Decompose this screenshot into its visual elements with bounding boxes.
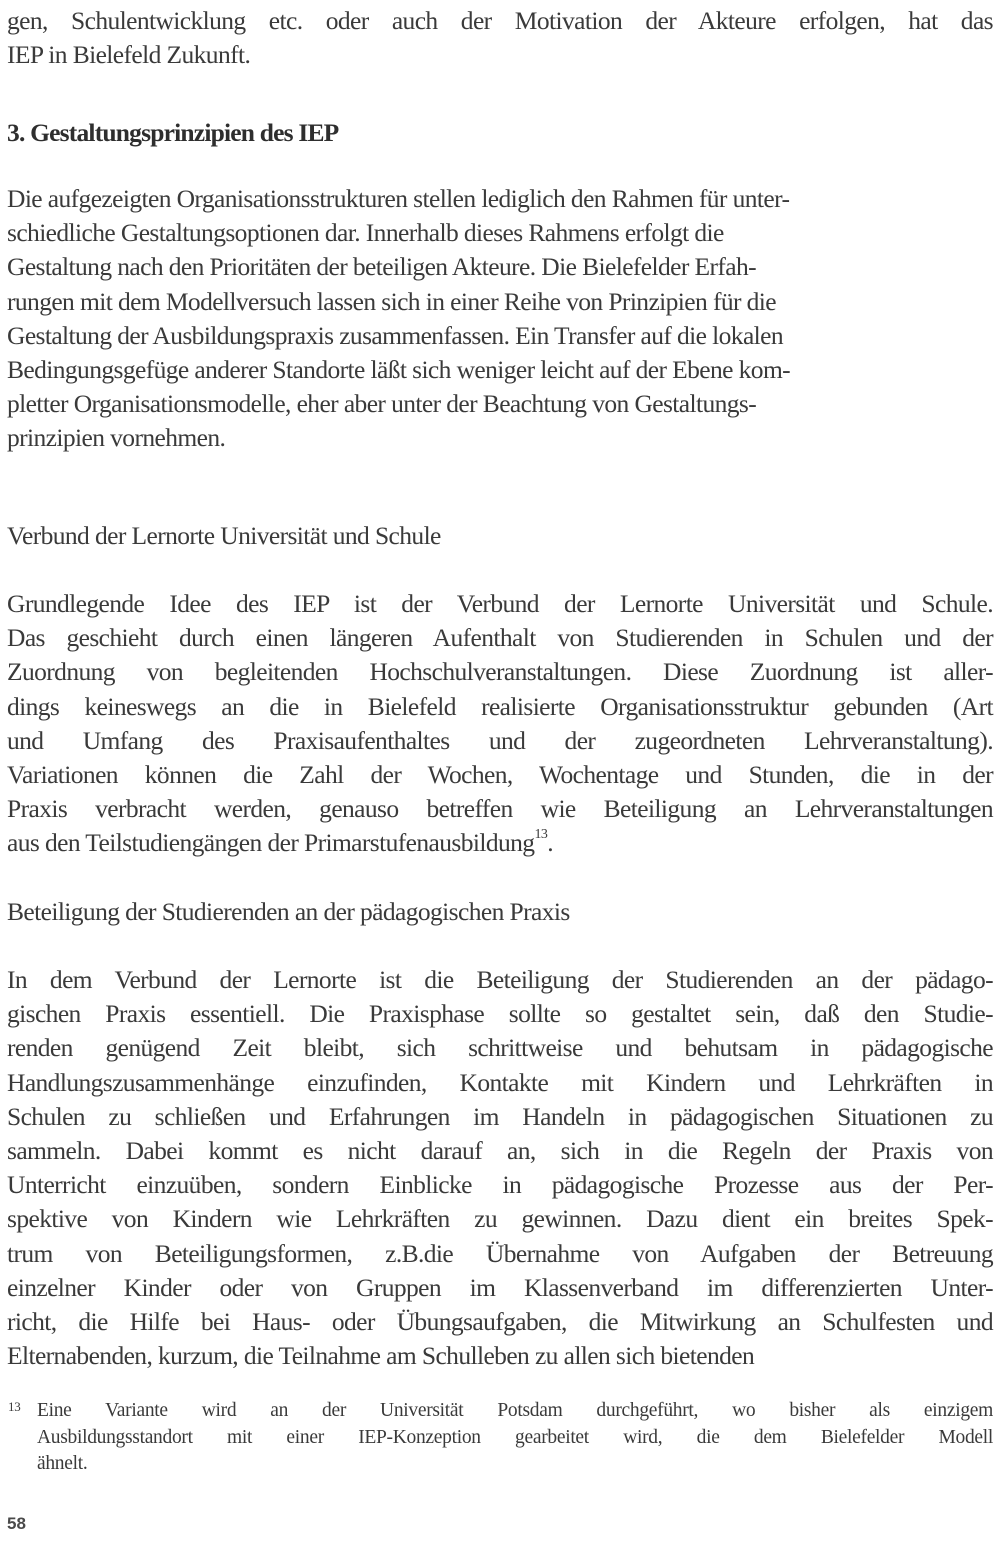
subsection-praxis-paragraph: [7, 963, 993, 1373]
text-line: pletter Organisationsmodelle, eher aber unter der Beachtung von Gestaltungs-: [7, 389, 757, 419]
text-line-with-footnote: [7, 826, 993, 860]
text-line: Bedingungsgefüge anderer Standorte läßt sich weniger leicht auf der Ebene kom-: [7, 355, 791, 385]
text-line: prinzipien vornehmen.: [7, 423, 226, 453]
footnote-number: 13: [8, 1399, 21, 1414]
text-line: renden genügend Zeit bleibt, sich schrittweise und behutsam in pädagogische: [7, 1033, 993, 1063]
text-line: Die aufgezeigten Organisationsstrukturen stellen lediglich den Rahmen für unter-: [7, 184, 790, 213]
text-line: Praxis verbracht werden, genauso betreffen wie Beteiligung an Lehrveranstaltungen: [7, 794, 993, 824]
subsection-lernorte-paragraph: [7, 587, 993, 861]
footnote-line: ähnelt.: [37, 1453, 88, 1474]
text-line: einzelner Kinder oder von Gruppen im Klassenverband im differenzierten Unter-: [7, 1272, 993, 1302]
text-fragment: .: [547, 828, 554, 858]
text-line: und Umfang des Praxisaufenthaltes und der zugeordneten Lehrveranstaltung).: [7, 725, 993, 755]
text-line: Elternabenden, kurzum, die Teilnahme am Schulleben zu allen sich bietenden: [7, 1341, 755, 1371]
text-line: Handlungszusammenhänge einzufinden, Kontakte mit Kindern und Lehrkräften in: [7, 1067, 993, 1097]
text-line: IEP in Bielefeld Zukunft.: [7, 40, 251, 70]
footnote-line: Ausbildungsstandort mit einer IEP-Konzeption gearbeitet wird, die dem Bielefelder Modell: [37, 1426, 993, 1448]
text-line: schiedliche Gestaltungsoptionen dar. Innerhalb dieses Rahmens erfolgt die: [7, 218, 724, 248]
text-fragment: aus den Teilstudiengängen der Primarstufenausbildung: [7, 828, 535, 858]
text-line: Unterricht einzuüben, sondern Einblicke in pädagogische Prozesse aus der Per-: [7, 1170, 993, 1200]
text-line: spektive von Kindern wie Lehrkräften zu gewinnen. Dazu dient ein breites Spek-: [7, 1204, 993, 1234]
footnote: [7, 1398, 993, 1478]
section-intro-paragraph: [7, 182, 993, 456]
text-line: richt, die Hilfe bei Haus- oder Übungsaufgaben, die Mitwirkung an Schulfesten und: [7, 1307, 993, 1337]
text-line: Gestaltung nach den Prioritäten der beteiligen Akteure. Die Bielefelder Erfah-: [7, 252, 757, 282]
section-heading: 3. Gestaltungsprinzipien des IEP: [7, 118, 339, 147]
text-line: dings keineswegs an die in Bielefeld realisierte Organisationsstruktur gebunden (Art: [7, 691, 993, 721]
page-number: 58: [7, 1514, 26, 1533]
subsection-heading-lernorte: Verbund der Lernorte Universität und Schule: [7, 521, 441, 550]
text-line: Schulen zu schließen und Erfahrungen im Handeln in pädagogischen Situationen zu: [7, 1101, 993, 1131]
footnote-text: [37, 1398, 993, 1478]
intro-tail-paragraph: [7, 4, 993, 72]
text-line: gischen Praxis essentiell. Die Praxisphase sollte so gestaltet sein, daß den Studie-: [7, 999, 993, 1029]
text-line: Gestaltung der Ausbildungspraxis zusammenfassen. Ein Transfer auf die lokalen: [7, 320, 784, 350]
footnote-line: Eine Variante wird an der Universität Potsdam durchgeführt, wo bisher als einzigem: [37, 1400, 993, 1421]
text-line: Das geschieht durch einen längeren Aufenthalt von Studierenden in Schulen und der: [7, 623, 993, 653]
text-line: Grundlegende Idee des IEP ist der Verbund der Lernorte Universität und Schule.: [7, 589, 993, 618]
footnote-reference[interactable]: 13: [534, 827, 548, 843]
text-line: In dem Verbund der Lernorte ist die Beteiligung der Studierenden an der pädago-: [7, 965, 993, 994]
text-line: rungen mit dem Modellversuch lassen sich in einer Reihe von Prinzipien für die: [7, 286, 777, 316]
text-line: trum von Beteiligungsformen, z.B.die Übernahme von Aufgaben der Betreuung: [7, 1238, 993, 1268]
subsection-heading-praxis: Beteiligung der Studierenden an der pädagogischen Praxis: [7, 897, 570, 926]
text-line: Variationen können die Zahl der Wochen, Wochentage und Stunden, die in der: [7, 760, 993, 790]
text-line: Zuordnung von begleitenden Hochschulveranstaltungen. Diese Zuordnung ist aller-: [7, 657, 993, 687]
text-line: gen, Schulentwicklung etc. oder auch der Motivation der Akteure erfolgen, hat das: [7, 6, 993, 35]
text-line: sammeln. Dabei kommt es nicht darauf an, sich in die Regeln der Praxis von: [7, 1136, 993, 1166]
